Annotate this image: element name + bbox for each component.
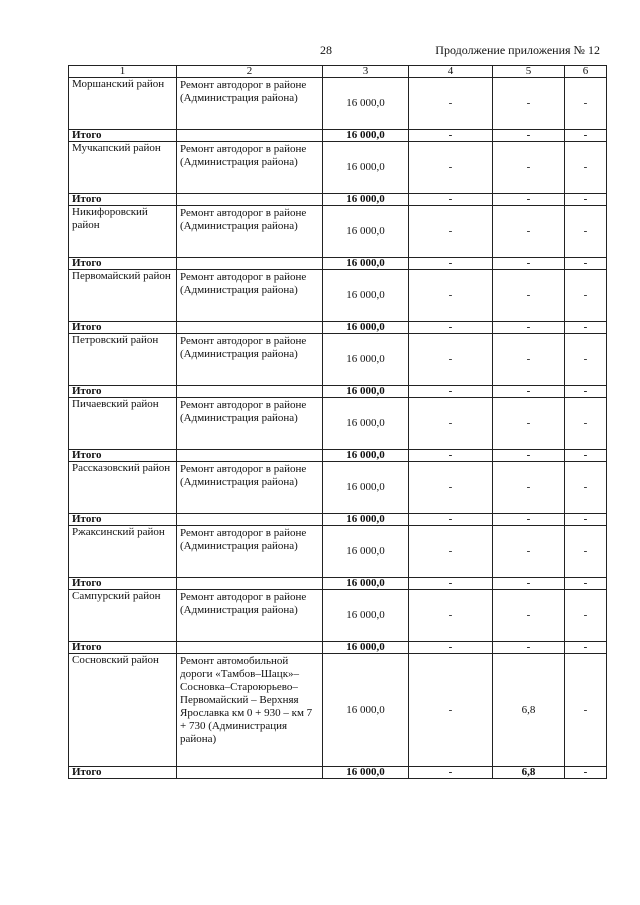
total-empty-cell	[177, 194, 323, 206]
total-empty-cell	[177, 322, 323, 334]
total-label: Итого	[69, 258, 177, 270]
table-row	[69, 142, 607, 194]
total-col4-cell: -	[409, 258, 493, 270]
district-name: Рассказовский район	[69, 462, 177, 514]
col4-cell: -	[409, 654, 493, 767]
work-description	[177, 590, 323, 642]
total-col5-cell: 6,8	[493, 767, 565, 779]
total-col5-cell: -	[493, 386, 565, 398]
col4-cell: -	[409, 142, 493, 194]
col6-cell: -	[565, 590, 607, 642]
work-description	[177, 462, 323, 514]
table-row	[69, 654, 607, 767]
amount-cell: 16 000,0	[323, 270, 409, 322]
column-header: 6	[565, 66, 607, 78]
total-amount-cell: 16 000,0	[323, 386, 409, 398]
total-empty-cell	[177, 578, 323, 590]
total-amount-cell: 16 000,0	[323, 642, 409, 654]
total-label: Итого	[69, 386, 177, 398]
work-description-text: Ремонт автодорог в районе (Администрация района)	[180, 335, 307, 360]
total-col5-cell: -	[493, 450, 565, 462]
col6-cell: -	[565, 654, 607, 767]
total-row	[69, 578, 607, 590]
work-description	[177, 334, 323, 386]
total-col6-cell: -	[565, 578, 607, 590]
amount-cell: 16 000,0	[323, 334, 409, 386]
total-col6-cell: -	[565, 386, 607, 398]
col4-cell: -	[409, 270, 493, 322]
district-name: Пичаевский район	[69, 398, 177, 450]
work-description	[177, 398, 323, 450]
work-description-text: Ремонт автодорог в районе (Администрация района)	[180, 591, 307, 616]
table-body	[69, 66, 607, 779]
total-col5-cell: -	[493, 642, 565, 654]
district-name: Моршанский район	[69, 78, 177, 130]
total-col4-cell: -	[409, 767, 493, 779]
total-col4-cell: -	[409, 130, 493, 142]
col5-cell: -	[493, 526, 565, 578]
total-label: Итого	[69, 642, 177, 654]
total-col5-cell: -	[493, 194, 565, 206]
work-description	[177, 78, 323, 130]
total-row	[69, 767, 607, 779]
total-label: Итого	[69, 130, 177, 142]
district-name: Сампурский район	[69, 590, 177, 642]
total-label: Итого	[69, 767, 177, 779]
total-row	[69, 450, 607, 462]
col5-cell: 6,8	[493, 654, 565, 767]
work-description	[177, 654, 323, 767]
total-col4-cell: -	[409, 322, 493, 334]
total-row	[69, 258, 607, 270]
total-label: Итого	[69, 450, 177, 462]
col4-cell: -	[409, 206, 493, 258]
column-header-row	[69, 66, 607, 78]
amount-cell: 16 000,0	[323, 590, 409, 642]
work-description	[177, 142, 323, 194]
total-amount-cell: 16 000,0	[323, 194, 409, 206]
district-name: Мучкапский район	[69, 142, 177, 194]
table-row	[69, 270, 607, 322]
total-empty-cell	[177, 130, 323, 142]
total-col6-cell: -	[565, 450, 607, 462]
col6-cell: -	[565, 334, 607, 386]
total-row	[69, 514, 607, 526]
col6-cell: -	[565, 142, 607, 194]
total-col4-cell: -	[409, 642, 493, 654]
appendix-table	[68, 65, 607, 779]
col4-cell: -	[409, 398, 493, 450]
col5-cell: -	[493, 398, 565, 450]
col4-cell: -	[409, 526, 493, 578]
district-name: Первомайский район	[69, 270, 177, 322]
work-description	[177, 206, 323, 258]
district-name: Петровский район	[69, 334, 177, 386]
total-amount-cell: 16 000,0	[323, 767, 409, 779]
col4-cell: -	[409, 78, 493, 130]
total-label: Итого	[69, 322, 177, 334]
district-name: Никифоровский район	[69, 206, 177, 258]
total-col6-cell: -	[565, 258, 607, 270]
total-row	[69, 642, 607, 654]
col6-cell: -	[565, 206, 607, 258]
amount-cell: 16 000,0	[323, 142, 409, 194]
col6-cell: -	[565, 78, 607, 130]
column-header: 4	[409, 66, 493, 78]
total-amount-cell: 16 000,0	[323, 130, 409, 142]
total-empty-cell	[177, 642, 323, 654]
col4-cell: -	[409, 334, 493, 386]
total-col4-cell: -	[409, 194, 493, 206]
col6-cell: -	[565, 526, 607, 578]
table-row	[69, 462, 607, 514]
total-empty-cell	[177, 767, 323, 779]
work-description-text: Ремонт автодорог в районе (Администрация района)	[180, 527, 307, 552]
total-col5-cell: -	[493, 578, 565, 590]
column-header: 3	[323, 66, 409, 78]
total-row	[69, 130, 607, 142]
total-amount-cell: 16 000,0	[323, 258, 409, 270]
total-col4-cell: -	[409, 514, 493, 526]
total-col5-cell: -	[493, 322, 565, 334]
total-col6-cell: -	[565, 322, 607, 334]
work-description-text: Ремонт автодорог в районе (Администрация района)	[180, 79, 307, 104]
total-col6-cell: -	[565, 767, 607, 779]
total-col5-cell: -	[493, 130, 565, 142]
total-row	[69, 194, 607, 206]
col4-cell: -	[409, 462, 493, 514]
work-description-text: Ремонт автомобильной дороги «Тамбов–Шацк»–Сосновка–Староюрьево–Первомайский – Верхняя Ярославка км 0 + 930 – км 7 + 730 (Администрация района)	[180, 655, 313, 745]
col5-cell: -	[493, 142, 565, 194]
work-description-text: Ремонт автодорог в районе (Администрация района)	[180, 207, 307, 232]
column-header: 1	[69, 66, 177, 78]
total-empty-cell	[177, 450, 323, 462]
total-col5-cell: -	[493, 514, 565, 526]
col6-cell: -	[565, 462, 607, 514]
amount-cell: 16 000,0	[323, 398, 409, 450]
total-col6-cell: -	[565, 642, 607, 654]
total-col4-cell: -	[409, 578, 493, 590]
table-row	[69, 590, 607, 642]
amount-cell: 16 000,0	[323, 462, 409, 514]
col4-cell: -	[409, 590, 493, 642]
col5-cell: -	[493, 206, 565, 258]
col6-cell: -	[565, 270, 607, 322]
col5-cell: -	[493, 590, 565, 642]
col5-cell: -	[493, 462, 565, 514]
table-row	[69, 334, 607, 386]
col5-cell: -	[493, 334, 565, 386]
total-empty-cell	[177, 386, 323, 398]
table-row	[69, 398, 607, 450]
total-col6-cell: -	[565, 514, 607, 526]
amount-cell: 16 000,0	[323, 206, 409, 258]
amount-cell: 16 000,0	[323, 654, 409, 767]
total-amount-cell: 16 000,0	[323, 578, 409, 590]
total-col5-cell: -	[493, 258, 565, 270]
total-empty-cell	[177, 258, 323, 270]
total-col4-cell: -	[409, 386, 493, 398]
total-label: Итого	[69, 514, 177, 526]
continuation-note: Продолжение приложения № 12	[435, 43, 600, 57]
total-row	[69, 322, 607, 334]
table-row	[69, 206, 607, 258]
work-description-text: Ремонт автодорог в районе (Администрация района)	[180, 271, 307, 296]
district-name: Сосновский район	[69, 654, 177, 767]
total-col4-cell: -	[409, 450, 493, 462]
work-description	[177, 526, 323, 578]
total-label: Итого	[69, 194, 177, 206]
total-row	[69, 386, 607, 398]
total-empty-cell	[177, 514, 323, 526]
total-amount-cell: 16 000,0	[323, 450, 409, 462]
column-header: 5	[493, 66, 565, 78]
col5-cell: -	[493, 270, 565, 322]
page-number: 28	[320, 43, 332, 57]
work-description-text: Ремонт автодорог в районе (Администрация района)	[180, 143, 307, 168]
table-row	[69, 526, 607, 578]
total-col6-cell: -	[565, 194, 607, 206]
work-description	[177, 270, 323, 322]
col6-cell: -	[565, 398, 607, 450]
column-header: 2	[177, 66, 323, 78]
district-name: Ржаксинский район	[69, 526, 177, 578]
total-label: Итого	[69, 578, 177, 590]
total-amount-cell: 16 000,0	[323, 514, 409, 526]
amount-cell: 16 000,0	[323, 526, 409, 578]
table-row	[69, 78, 607, 130]
col5-cell: -	[493, 78, 565, 130]
total-col6-cell: -	[565, 130, 607, 142]
amount-cell: 16 000,0	[323, 78, 409, 130]
work-description-text: Ремонт автодорог в районе (Администрация района)	[180, 463, 307, 488]
work-description-text: Ремонт автодорог в районе (Администрация района)	[180, 399, 307, 424]
total-amount-cell: 16 000,0	[323, 322, 409, 334]
